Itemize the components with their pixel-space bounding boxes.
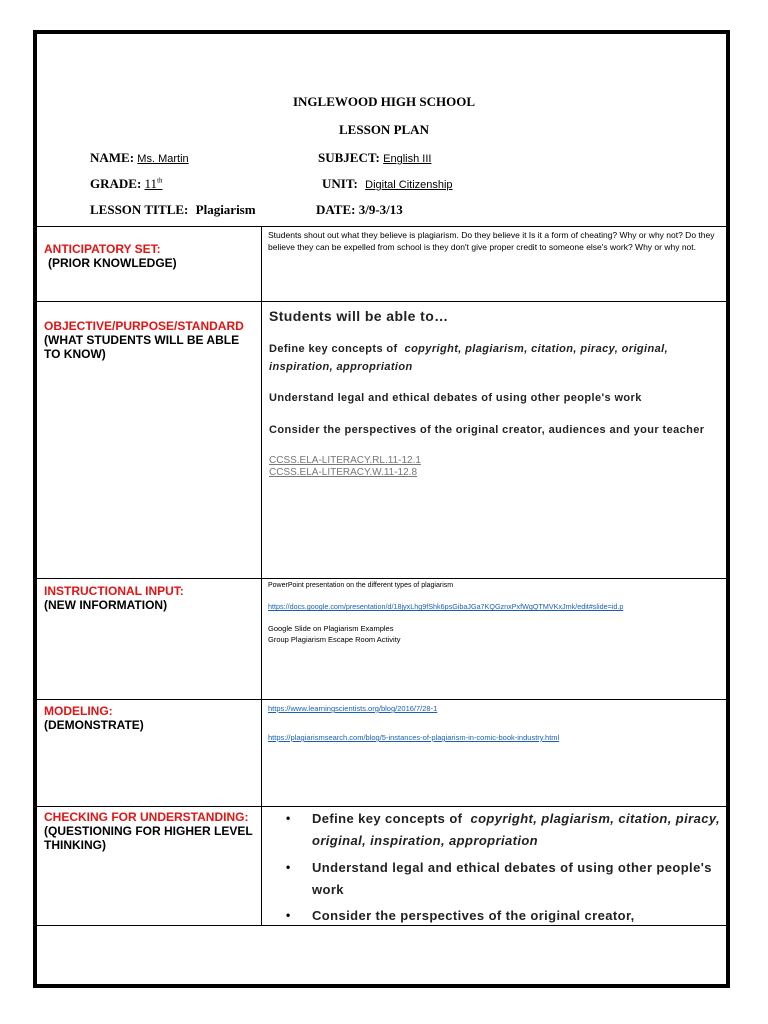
modeling-heading: MODELING:: [44, 704, 113, 718]
date-field: [316, 202, 403, 218]
objective-subheading: (WHAT STUDENTS WILL BE ABLE TO KNOW): [44, 333, 240, 361]
google-slide-text: Google Slide on Plagiarism Examples: [268, 624, 394, 633]
unit-field: [322, 176, 453, 192]
anticipatory-heading: ANTICIPATORY SET:: [44, 242, 161, 256]
modeling-subheading: (DEMONSTRATE): [44, 718, 144, 732]
modeling-label: [44, 704, 256, 732]
bullet-icon: •: [286, 811, 291, 825]
lesson-title-value: Plagiarism: [195, 202, 256, 217]
grade-label: GRADE:: [90, 176, 142, 191]
name-value: Ms. Martin: [137, 153, 189, 165]
anticipatory-text: Students shout out what they believe is plagiarism. Do they believe it Is it a form of cheating? Why or why not? Do they believe they can be expelled from school is they don't give proper credit to someone else's work? Why or why not.: [268, 230, 715, 252]
table-top-border: [37, 226, 726, 227]
checking-subheading: (QUESTIONING FOR HIGHER LEVEL THINKING): [44, 824, 253, 852]
checking-item-concepts: Define key concepts of copyright, plagiarism, citation, piracy, original, inspiration, appropriation: [312, 811, 721, 848]
subject-label: SUBJECT:: [318, 150, 380, 165]
instructional-subheading: (NEW INFORMATION): [44, 598, 168, 612]
lesson-title-label: LESSON TITLE:: [90, 202, 189, 217]
row-divider: [37, 301, 726, 302]
bullet-icon: •: [286, 908, 291, 922]
objective-item-perspectives: Consider the perspectives of the original creator, audiences and your teacher: [269, 424, 705, 436]
checking-item-perspectives: Consider the perspectives of the original creator,: [312, 908, 635, 923]
escape-room-text: Group Plagiarism Escape Room Activity: [268, 635, 401, 644]
anticipatory-label: [44, 242, 256, 270]
standard-link-w[interactable]: CCSS.ELA-LITERACY.W.11-12.8: [269, 467, 418, 478]
subject-field: [318, 150, 431, 166]
anticipatory-subheading: (PRIOR KNOWLEDGE): [48, 256, 177, 270]
checking-label: [44, 811, 256, 852]
standard-link-rl[interactable]: CCSS.ELA-LITERACY.RL.11-12.1: [269, 455, 421, 466]
learning-scientists-link[interactable]: https://www.learningscientists.org/blog/2016/7/28-1: [268, 704, 438, 713]
unit-label: UNIT:: [322, 176, 358, 191]
date-label: DATE:: [316, 202, 356, 217]
objective-intro: Students will be able to…: [269, 308, 449, 324]
objective-content: [269, 308, 721, 479]
instructional-label: [44, 584, 256, 612]
row-divider: [37, 699, 726, 700]
grade-field: [90, 176, 163, 192]
checking-heading: CHECKING FOR UNDERSTANDING:: [44, 810, 249, 824]
bullet-icon: •: [286, 860, 291, 874]
modeling-content: [268, 704, 724, 742]
instructional-powerpoint-text: PowerPoint presentation on the different types of plagiarism: [268, 582, 454, 589]
objective-item-concepts: Define key concepts of copyright, plagiarism, citation, piracy, original, inspiration, appropriation: [269, 343, 669, 373]
objective-heading: OBJECTIVE/PURPOSE/STANDARD: [44, 319, 244, 333]
objective-item-debates: Understand legal and ethical debates of using other people's work: [269, 392, 642, 404]
instructional-heading: INSTRUCTIONAL INPUT:: [44, 584, 184, 598]
objective-label: [44, 319, 256, 361]
unit-value: Digital Citizenship: [365, 179, 453, 191]
subject-value: English III: [383, 153, 432, 165]
instructional-content: [268, 582, 724, 644]
name-label: NAME:: [90, 150, 135, 165]
column-divider: [261, 226, 262, 926]
name-field: [90, 150, 227, 166]
presentation-link[interactable]: https://docs.google.com/presentation/d/18jyxLhg9fShk6psGibaJGa7KQGznxPxfWgQTMVKxJmk/edit#slide=id.p: [268, 602, 624, 611]
lesson-title-field: [90, 202, 256, 218]
row-divider: [37, 806, 726, 807]
date-value: 3/9-3/13: [358, 202, 403, 217]
row-divider: [37, 578, 726, 579]
school-name: INGLEWOOD HIGH SCHOOL: [292, 94, 476, 109]
plagiarism-search-link[interactable]: https://plagiarismsearch.com/blog/5-instances-of-plagiarism-in-comic-book-industry.html: [268, 733, 560, 742]
document-type: LESSON PLAN: [339, 122, 429, 137]
grade-value: 11th: [144, 176, 163, 191]
checking-item-debates: Understand legal and ethical debates of using other people's work: [312, 860, 712, 897]
